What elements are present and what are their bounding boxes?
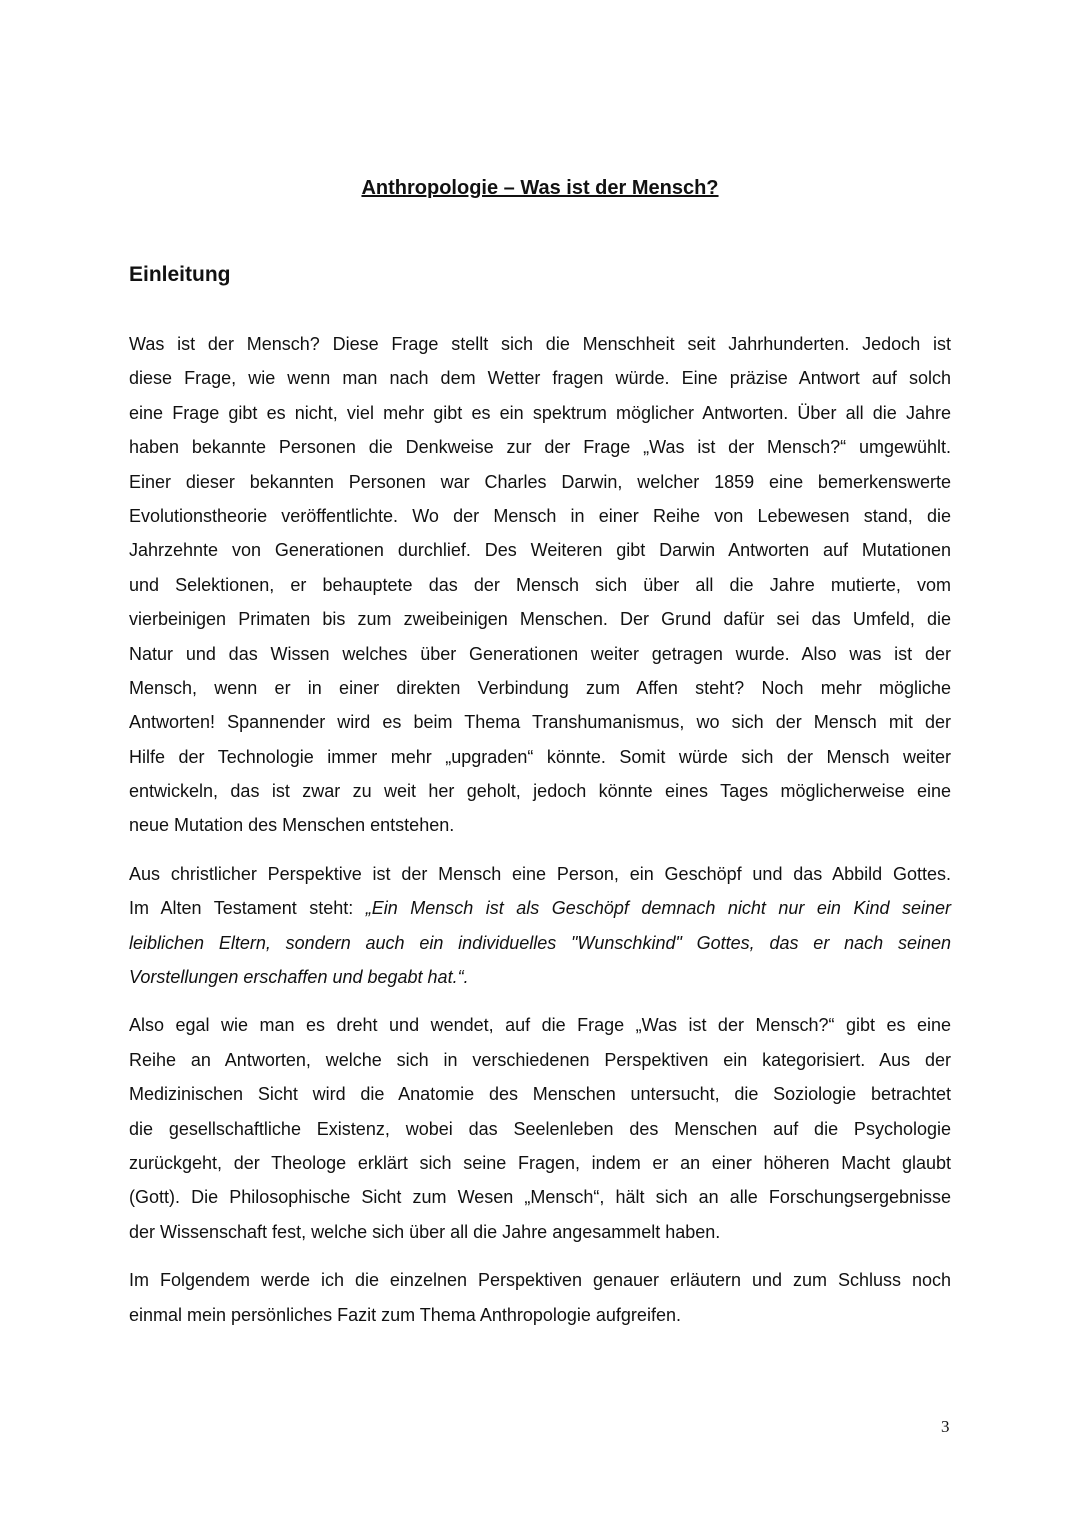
text-line — [129, 640, 951, 674]
text-segment: Hilfe der Technologie immer mehr „upgraden“ könnte. Somit würde sich der Mensch weiter — [129, 746, 951, 767]
paragraph — [129, 860, 951, 998]
text-line — [129, 708, 951, 742]
text-line — [129, 399, 951, 433]
text-line — [129, 468, 951, 502]
text-segment: entwickeln, das ist zwar zu weit her geholt, jedoch könnte eines Tages möglicherweise eine — [129, 781, 951, 802]
text-segment: Im Alten Testament steht: — [129, 898, 366, 919]
text-line — [129, 743, 951, 777]
text-segment: (Gott). Die Philosophische Sicht zum Wesen „Mensch“, hält sich an alle Forschungsergebnisse — [129, 1187, 951, 1208]
paragraph — [129, 330, 951, 846]
text-segment: und Selektionen, er behauptete das der Mensch sich über all die Jahre mutierte, vom — [129, 574, 951, 595]
text-line — [129, 364, 951, 398]
text-segment: die gesellschaftliche Existenz, wobei das Seelenleben des Menschen auf die Psychologie — [129, 1118, 951, 1139]
text-segment: neue Mutation des Menschen entstehen. — [129, 815, 455, 836]
text-segment: einmal mein persönliches Fazit zum Thema Anthropologie aufgreifen. — [129, 1304, 681, 1325]
text-segment: Natur und das Wissen welches über Generationen weiter getragen wurde. Also was ist der — [129, 643, 951, 664]
text-segment: Medizinischen Sicht wird die Anatomie des Menschen untersucht, die Soziologie betrachtet — [129, 1084, 951, 1105]
text-line — [129, 433, 951, 467]
quote-text: Vorstellungen erschaffen und begabt hat.“. — [129, 967, 469, 988]
text-line — [129, 1301, 951, 1335]
text-line — [129, 1218, 951, 1252]
text-segment: Aus christlicher Perspektive ist der Mensch eine Person, ein Geschöpf und das Abbild Gottes. — [129, 863, 951, 884]
text-line — [129, 1046, 951, 1080]
text-line — [129, 674, 951, 708]
text-segment: diese Frage, wie wenn man nach dem Wetter fragen würde. Eine präzise Antwort auf solch — [129, 368, 951, 389]
text-segment: Antworten! Spannender wird es beim Thema Transhumanismus, wo sich der Mensch mit der — [129, 712, 951, 733]
quote-text: „Ein Mensch ist als Geschöpf demnach nicht nur ein Kind seiner — [365, 898, 951, 919]
text-segment: haben bekannte Personen die Denkweise zur der Frage „Was ist der Mensch?“ umgewühlt. — [129, 437, 951, 458]
text-segment: Was ist der Mensch? Diese Frage stellt sich die Menschheit seit Jahrhunderten. Jedoch ist — [129, 334, 951, 354]
text-segment: eine Frage gibt es nicht, viel mehr gibt es ein spektrum möglicher Antworten. Über all die Jahre — [129, 402, 951, 423]
text-line — [129, 777, 951, 811]
text-segment: Reihe an Antworten, welche sich in verschiedenen Perspektiven ein kategorisiert. Aus der — [129, 1049, 951, 1070]
document-title: Anthropologie – Was ist der Mensch? — [361, 177, 719, 199]
text-line — [129, 605, 951, 639]
text-segment: Im Folgendem werde ich die einzelnen Perspektiven genauer erläutern und zum Schluss noch — [129, 1270, 951, 1291]
text-line — [129, 963, 951, 997]
text-line — [129, 1080, 951, 1114]
text-line — [129, 571, 951, 605]
text-segment: der Wissenschaft fest, welche sich über all die Jahre angesammelt haben. — [129, 1221, 721, 1242]
text-segment: Mensch, wenn er in einer direkten Verbindung zum Affen steht? Noch mehr mögliche — [129, 677, 951, 698]
text-segment: Evolutionstheorie veröffentlichte. Wo der Mensch in einer Reihe von Lebewesen stand, die — [129, 505, 951, 526]
section-heading: Einleitung — [129, 263, 231, 286]
text-segment: Also egal wie man es dreht und wendet, auf die Frage „Was ist der Mensch?“ gibt es eine — [129, 1015, 951, 1036]
text-segment: Jahrzehnte von Generationen durchlief. Des Weiteren gibt Darwin Antworten auf Mutationen — [129, 540, 951, 561]
text-line — [129, 1183, 951, 1217]
text-line — [129, 894, 951, 928]
text-line — [129, 536, 951, 570]
text-line — [129, 1266, 951, 1300]
text-line — [129, 1149, 951, 1183]
page-number: 3 — [941, 1417, 950, 1436]
text-segment: zurückgeht, der Theologe erklärt sich seine Fragen, indem er an einer höheren Macht glaubt — [129, 1152, 951, 1173]
text-line — [129, 330, 951, 364]
text-line — [129, 860, 951, 894]
text-line — [129, 1011, 951, 1045]
text-segment: vierbeinigen Primaten bis zum zweibeinigen Menschen. Der Grund dafür sei das Umfeld, die — [129, 609, 951, 630]
text-segment: Einer dieser bekannten Personen war Charles Darwin, welcher 1859 eine bemerkenswerte — [129, 471, 951, 492]
text-line — [129, 1115, 951, 1149]
paragraph — [129, 1011, 951, 1252]
quote-text: leiblichen Eltern, sondern auch ein individuelles "Wunschkind" Gottes, das er nach seinen — [129, 932, 951, 953]
body-text — [129, 330, 951, 1349]
text-line — [129, 502, 951, 536]
paragraph — [129, 1266, 951, 1335]
text-line — [129, 811, 951, 845]
text-line — [129, 929, 951, 963]
